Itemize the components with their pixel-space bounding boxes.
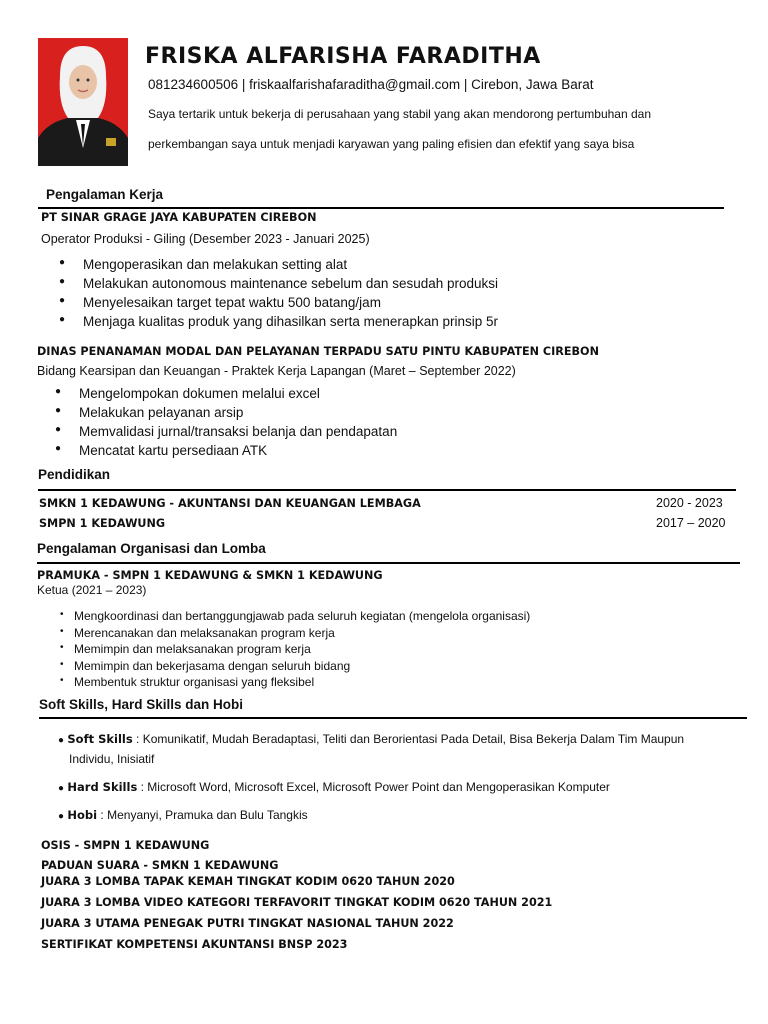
section-title-experience: Pengalaman Kerja (46, 187, 164, 202)
list-item: ● Memvalidasi jurnal/transaksi belanja dan pendapatan (55, 424, 398, 439)
section-title-education: Pendidikan (38, 467, 111, 482)
profile-photo (38, 38, 128, 166)
section-title-skills: Soft Skills, Hard Skills dan Hobi (39, 697, 244, 712)
job-company: DINAS PENANAMAN MODAL DAN PELAYANAN TERPADU SATU PINTU KABUPATEN CIREBON (37, 345, 599, 358)
section-divider (38, 207, 724, 209)
organization-role: Ketua (2021 – 2023) (37, 583, 147, 597)
soft-skills: ● Soft Skills : Komunikatif, Mudah Beradaptasi, Teliti dan Berorientasi Pada Detail, Bisa Bekerja Dalam Tim Maupun (58, 732, 685, 746)
list-item: ● Menyelesaikan target tepat waktu 500 batang/jam (59, 295, 381, 310)
education-years: 2017 – 2020 (656, 516, 726, 530)
list-item: • Merencanakan dan melaksanakan program kerja (60, 625, 335, 640)
education-school: SMKN 1 KEDAWUNG - AKUNTANSI DAN KEUANGAN LEMBAGA (39, 497, 421, 510)
job-role: Bidang Kearsipan dan Keuangan - Praktek Kerja Lapangan (Maret – September 2022) (37, 364, 516, 378)
achievement-item: OSIS - SMPN 1 KEDAWUNG (41, 839, 210, 852)
list-item: ● Melakukan autonomous maintenance sebelum dan sesudah produksi (59, 276, 499, 291)
achievement-item: JUARA 3 LOMBA TAPAK KEMAH TINGKAT KODIM 0620 TAHUN 2020 (41, 875, 455, 888)
hobbies-label: Hobi (67, 808, 98, 822)
contact-info: 081234600506 | friskaalfarishafaraditha@gmail.com | Cirebon, Jawa Barat (148, 77, 594, 92)
list-item: ● Menjaga kualitas produk yang dihasilkan serta menerapkan prinsip 5r (59, 314, 498, 329)
job-bullets (59, 257, 498, 333)
section-divider (37, 562, 740, 564)
summary-line-2: perkembangan saya untuk menjadi karyawan yang paling efisien dan efektif yang saya bisa (148, 137, 635, 151)
soft-skills-label: Soft Skills (67, 732, 133, 746)
achievement-item: JUARA 3 LOMBA VIDEO KATEGORI TERFAVORIT TINGKAT KODIM 0620 TAHUN 2021 (41, 896, 553, 909)
education-school: SMPN 1 KEDAWUNG (39, 517, 166, 530)
organization-name: PRAMUKA - SMPN 1 KEDAWUNG & SMKN 1 KEDAWUNG (37, 569, 383, 582)
achievement-item: SERTIFIKAT KOMPETENSI AKUNTANSI BNSP 2023 (41, 938, 348, 951)
section-divider (39, 717, 747, 719)
hard-skills-label: Hard Skills (67, 780, 138, 794)
achievement-item: PADUAN SUARA - SMKN 1 KEDAWUNG (41, 859, 279, 872)
achievement-item: JUARA 3 UTAMA PENEGAK PUTRI TINGKAT NASIONAL TAHUN 2022 (41, 917, 454, 930)
job-bullets (55, 386, 397, 462)
list-item: • Membentuk struktur organisasi yang fleksibel (60, 675, 315, 689)
section-divider (38, 489, 736, 491)
education-years: 2020 - 2023 (656, 496, 723, 510)
list-item: ● Mengelompokan dokumen melalui excel (55, 386, 320, 401)
job-role: Operator Produksi - Giling (Desember 2023 - Januari 2025) (41, 232, 370, 246)
list-item: • Mengkoordinasi dan bertanggungjawab pada seluruh kegiatan (mengelola organisasi) (60, 609, 531, 623)
list-item: • Memimpin dan melaksanakan program kerja (60, 642, 311, 656)
job-company: PT SINAR GRAGE JAYA KABUPATEN CIREBON (41, 211, 317, 224)
list-item: • Memimpin dan bekerjasama dengan seluruh bidang (60, 658, 351, 673)
organization-bullets (60, 609, 530, 692)
list-item: ● Melakukan pelayanan arsip (55, 405, 244, 420)
list-item: ● Mengoperasikan dan melakukan setting alat (59, 257, 348, 272)
hard-skills: ● Hard Skills : Microsoft Word, Microsoft Excel, Microsoft Power Point dan Mengoperasikan Komputer (58, 780, 610, 794)
summary-line-1: Saya tertarik untuk bekerja di perusahaan yang stabil yang akan mendorong pertumbuhan dan (148, 107, 651, 121)
person-name: FRISKA ALFARISHA FARADITHA (145, 44, 541, 69)
hobbies: ● Hobi : Menyanyi, Pramuka dan Bulu Tangkis (58, 808, 308, 822)
list-item: ● Mencatat kartu persediaan ATK (55, 443, 268, 458)
soft-skills-continued: Individu, Inisiatif (69, 752, 155, 766)
section-title-organization: Pengalaman Organisasi dan Lomba (37, 541, 266, 556)
